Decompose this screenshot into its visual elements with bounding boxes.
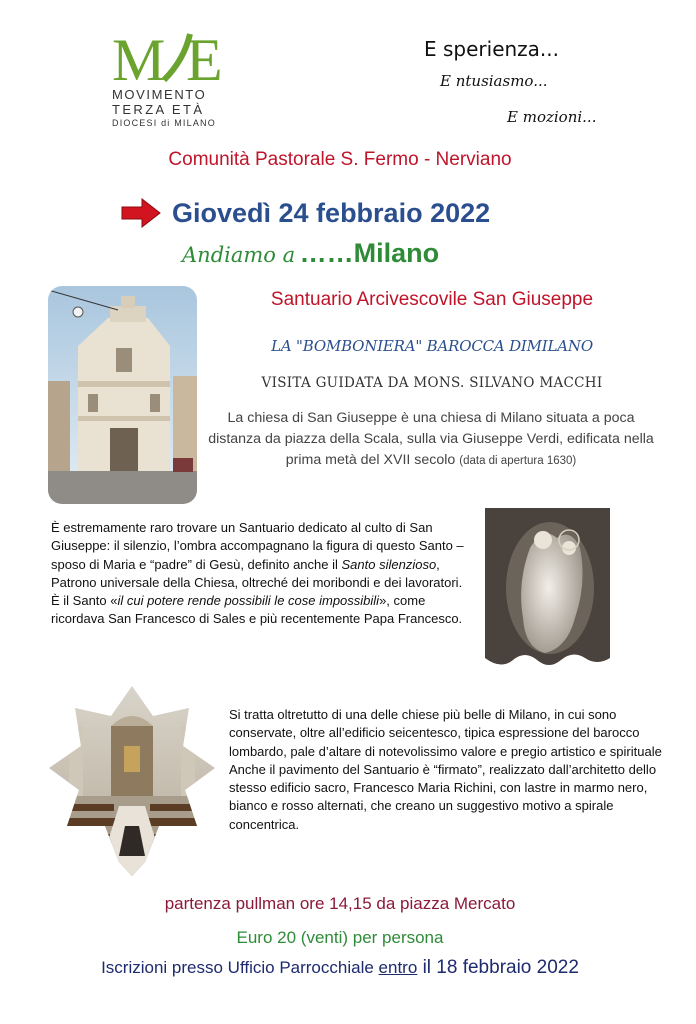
church-interior-photo [49,686,215,876]
svg-text:M: M [112,30,166,85]
departure-info: partenza pullman ore 14,15 da piazza Mercato [164,894,516,913]
paragraph-san-giuseppe [51,519,471,629]
registration-prefix: Iscrizioni presso Ufficio Parrocchiale [101,958,379,977]
mte-logo [112,30,237,130]
p1-italic-a: Santo silenzioso [341,556,437,572]
paragraph-chiesa [229,706,669,834]
guided-visit-text: VISITA GUIDATA DA MONS. SILVANO MACCHI [261,375,603,391]
registration-info [0,957,680,979]
andiamo-text: Andiamo a [182,243,296,267]
slogan-entusiasmo: E ntusiasmo... [440,72,548,90]
slogan-esperienza: E sperienza... [424,37,559,61]
registration-entro: entro [378,958,418,977]
mte-logo-mark [112,30,237,85]
parish-name: Comunità Pastorale S. Fermo - Nerviano [168,149,512,170]
registration-deadline: il 18 febbraio 2022 [417,957,579,978]
p2-text-a: Si tratta oltretutto di una delle chiese più belle di Milano, in cui sono conservate, oltre all’edificio seicentesco, tipica espressione del barocco lombardo, pale d’altare di notevolissimo valore e pregio artistico e spirituale [229,707,662,759]
logo-line-3: DIOCESI di MILANO [112,118,216,128]
saint-statue-photo [485,508,610,675]
slogan-emozioni: E mozioni... [507,108,597,126]
santuario-description [206,408,656,472]
logo-line-1: MOVIMENTO [112,87,207,102]
church-exterior-photo [48,286,197,504]
p2-text-b: Anche il pavimento del Santuario è “firmato”, realizzato dall’architetto dello stesso edificio sacro, Francesco Maria Richini, con lastre in marmo nero, bianco e rosso alternati, che creano un suggestivo motivo a spirale concentrica. [229,761,657,832]
price-info: Euro 20 (venti) per persona [236,928,444,947]
opening-date-note: (data di apertura 1630) [459,455,577,467]
santuario-subtitle: LA "BOMBONIERA" BAROCCA DIMILANO [271,337,593,355]
p1-text-b: , Patrono universale della Chiesa, oltreché dei moribondi e dei lavoratori. [51,556,463,590]
event-date: Giovedì 24 febbraio 2022 [172,198,491,228]
p1-text-a: È estremamente raro trovare un Santuario dedicato al culto di San Giuseppe: il silenzio, l’ombra accompagnano la figura di questo Santo – sposo di Maria e “padre” di Gesù, definito anche il [51,520,464,572]
svg-text:E: E [186,30,223,85]
red-arrow-icon [120,198,162,228]
santuario-description-main: La chiesa di San Giuseppe è una chiesa di Milano situata a poca distanza da piazza della Scala, sulla via Giuseppe Verdi, edificata nella prima metà del XVII secolo [208,410,654,468]
p1-text-d: », come ricordava San Francesco di Sales e più recentemente Papa Francesco. [51,593,463,627]
p1-italic-c: il cui potere rende possibili le cose impossibili [117,593,380,609]
andiamo-line [182,238,439,269]
santuario-title: Santuario Arcivescovile San Giuseppe [270,289,594,310]
p1-text-c: È il Santo « [51,593,118,609]
logo-line-2: TERZA ETÀ [112,102,205,117]
destination-text: ……Milano [299,238,440,268]
